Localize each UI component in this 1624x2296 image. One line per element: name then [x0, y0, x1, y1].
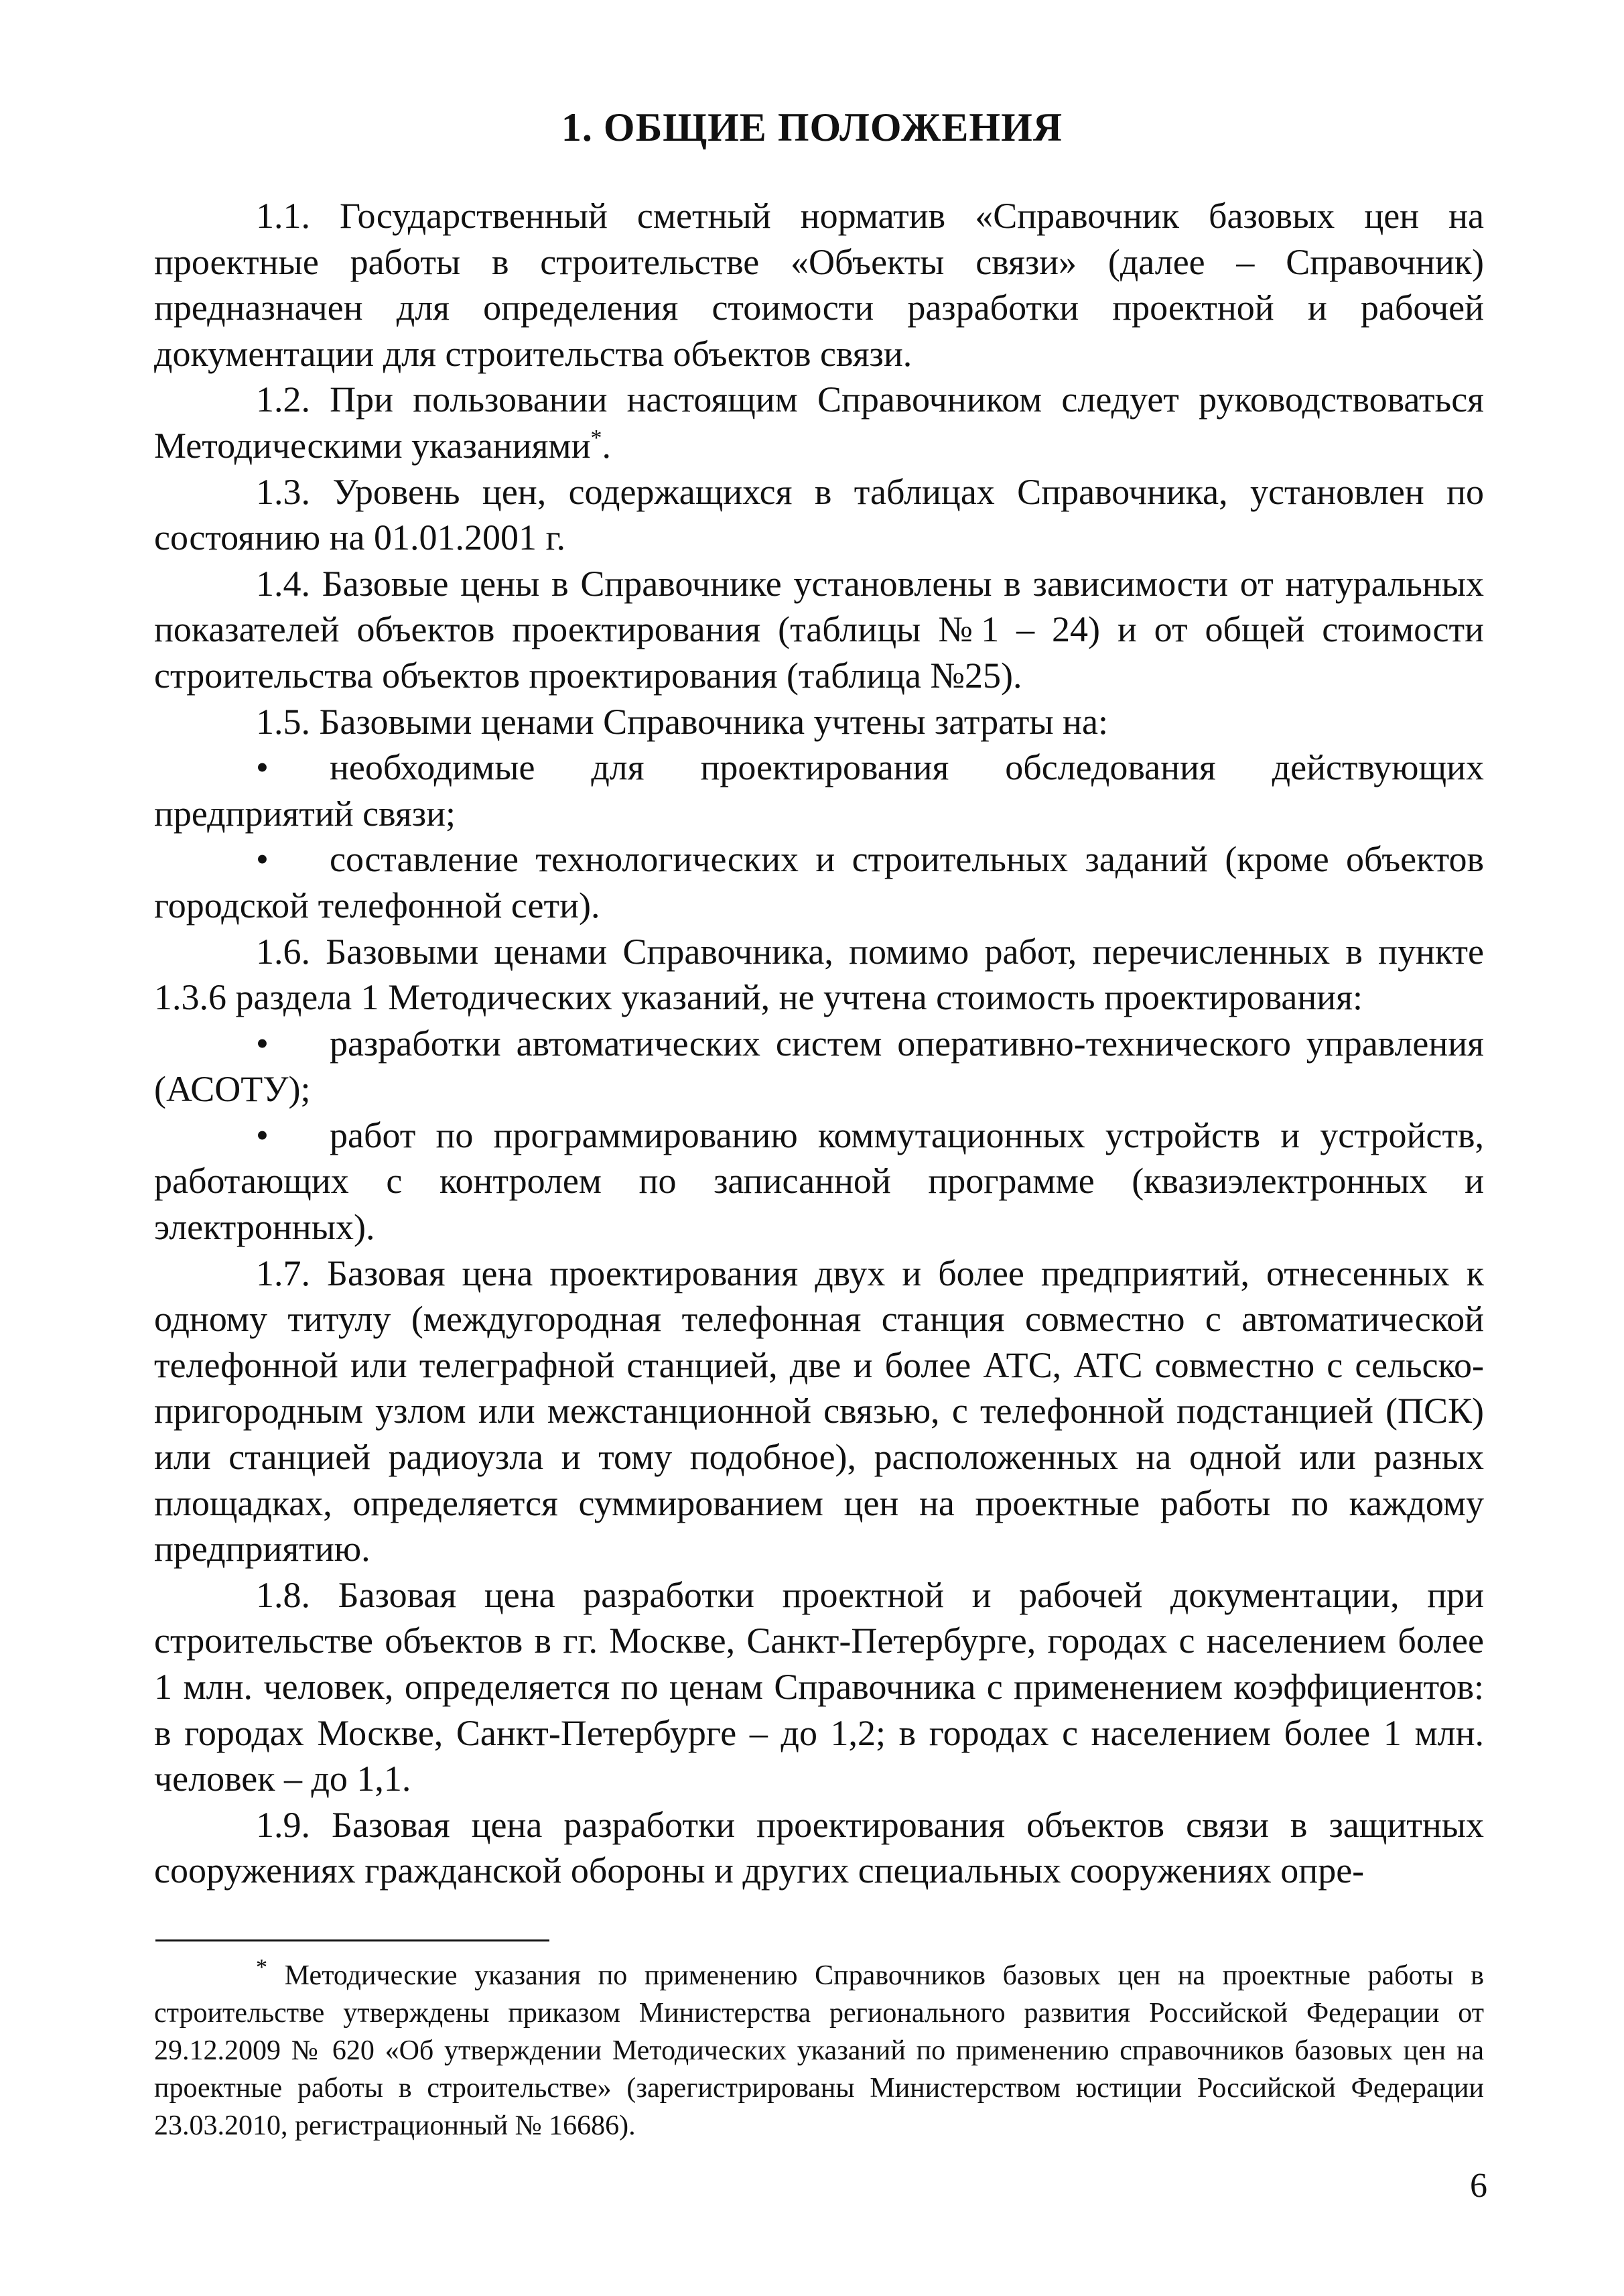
bullet-icon: •: [256, 1023, 269, 1064]
bullet-text: необходимые для проектирования обследования действующих предприятий связи;: [154, 747, 1484, 834]
paragraph-1-4: 1.4. Базовые цены в Справочнике установлены в зависимости от натуральных показателей объектов проектирования (таблицы №1 – 24) и от общей стоимости строительства объектов проектирования (таблица №25).: [154, 563, 1484, 696]
footnote-marker: *: [256, 1955, 267, 1980]
paragraph-1-2-tail: .: [602, 425, 612, 466]
bullet-text: составление технологических и строительных заданий (кроме объектов городской телефонной сети).: [154, 839, 1484, 926]
footnote-divider: [155, 1939, 549, 1941]
paragraph-1-5: 1.5. Базовыми ценами Справочника учтены затраты на:: [256, 701, 1108, 742]
bullet-item: [154, 1021, 1484, 1112]
footnote: [154, 1957, 1484, 2145]
paragraph-1-6: 1.6. Базовыми ценами Справочника, помимо работ, перечисленных в пункте 1.3.6 раздела 1 Методических указаний, не учтена стоимость проектирования:: [154, 931, 1484, 1018]
paragraph-1-3: 1.3. Уровень цен, содержащихся в таблицах Справочника, установлен по состоянию на 01.01.2001 г.: [154, 471, 1484, 558]
bullet-text: работ по программированию коммутационных устройств и устройств, работающих с контролем по записанной программе (квазиэлектронных и электронных).: [154, 1114, 1484, 1248]
paragraph-1-2: [154, 377, 1484, 468]
footnote-marker: *: [590, 425, 602, 450]
section-title: 1. ОБЩИЕ ПОЛОЖЕНИЯ: [561, 105, 1063, 149]
bullet-icon: •: [256, 1114, 269, 1155]
bullet-text: разработки автоматических систем оперативно-технического управления (АСОТУ);: [154, 1023, 1484, 1110]
page-number: 6: [1470, 2167, 1487, 2205]
bullet-icon: •: [256, 747, 269, 788]
bullet-item: [154, 745, 1484, 836]
bullet-item: [154, 1112, 1484, 1251]
body-text: [154, 193, 1484, 1894]
bullet-icon: •: [256, 839, 269, 880]
paragraph-1-2-text: 1.2. При пользовании настоящим Справочником следует руководствоваться Методическими указаниями: [154, 379, 1484, 466]
paragraph-1-1: 1.1. Государственный сметный норматив «Справочник базовых цен на проектные работы в строительстве «Объекты связи» (далее – Справочник) предназначен для определения стоимости разработки проектной и рабочей документации для строительства объектов связи.: [154, 196, 1484, 374]
bullet-item: [154, 836, 1484, 928]
paragraph-1-9: 1.9. Базовая цена разработки проектирования объектов связи в защитных сооружениях гражданской обороны и других специальных сооружениях опре-: [154, 1804, 1484, 1891]
footnote-text: Методические указания по применению Справочников базовых цен на проектные работы в строительстве утверждены приказом Министерства регионального развития Российской Федерации от 29.12.2009 № 620 «Об утверждении Методических указаний по применению справочников базовых цен на проектные работы в строительстве» (зарегистрированы Министерством юстиции Российской Федерации 23.03.2010, регистрационный № 16686).: [154, 1960, 1484, 2141]
paragraph-1-8: 1.8. Базовая цена разработки проектной и рабочей документации, при строительстве объектов в гг. Москве, Санкт-Петербурге, городах с населением более 1 млн. человек, определяется по ценам Справочника с применением коэффициентов: в городах Москве, Санкт-Петербурге – до 1,2; в городах с населением более 1 млн. человек – до 1,1.: [154, 1574, 1484, 1799]
paragraph-1-7: 1.7. Базовая цена проектирования двух и более предприятий, отнесенных к одному титулу (междугородная телефонная станция совместно с автоматической телефонной или телеграфной станцией, две и более АТС, АТС совместно с сельско-пригородным узлом или межстанционной связью, с телефонной подстанцией (ПСК) или станцией радиоузла и тому подобное), расположенных на одной или разных площадках, определяется суммированием цен на проектные работы по каждому предприятию.: [154, 1253, 1484, 1570]
